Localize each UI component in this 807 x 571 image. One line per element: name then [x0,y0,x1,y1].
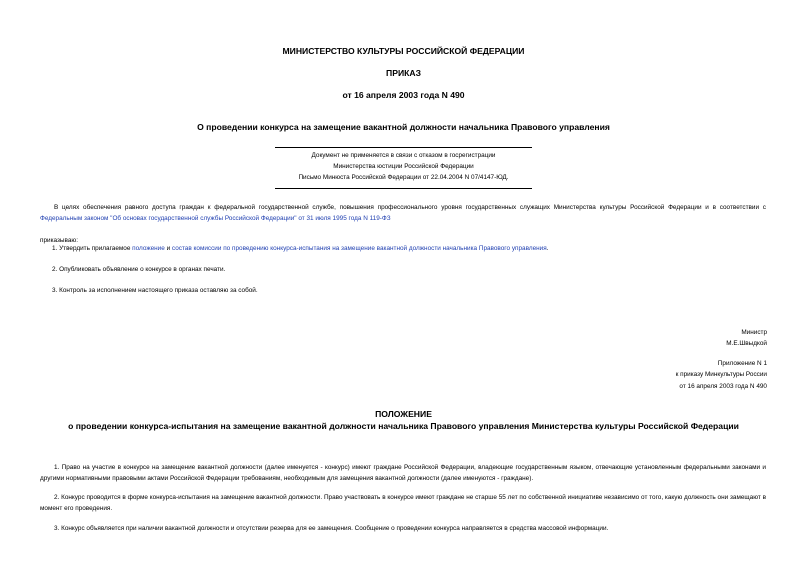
order-subject: О проведении конкурса на замещение вакантной должности начальника Правового управления [197,122,610,132]
federal-law-link[interactable]: Федеральным законом "Об основах государственной службы Российской Федерации" от 31 июля 1995 года N 119-ФЗ [40,215,391,223]
regulation-paragraph-1: 1. Право на участие в конкурсе на замещение вакантной должности (далее именуется - конкурс) имеют граждане Российской Федерации, владеющие государственным языком, отвечающие установленным федеральными законами и другими нормативными правовыми актами Российской Федерации требованиям, необходимым для замещения вакантной должности (далее именуются - граждане). [40,464,766,483]
preamble-text: В целях обеспечения равного доступа граждан к федеральной государственной службе, повышения профессионального уровня государственных служащих Министерства культуры Российской Федерации и в соответствии с [54,204,766,211]
item-1-end: . [546,245,549,252]
regulation-paragraph-3: 3. Конкурс объявляется при наличии вакантной должности и отсутствии резерва для ее замещения. Сообщение о проведении конкурса направляется в средства массовой информации. [54,525,609,532]
item-1-conjunction: и [164,245,172,252]
commission-composition-link[interactable]: состав комиссии по проведению конкурса-испытания на замещение вакантной должности начальника Правового управления [171,245,547,252]
notice-line-3: Письмо Минюста Российской Федерации от 22.04.2004 N 07/4147-ЮД. [298,174,509,181]
signature-name: М.Е.Швыдкой [726,340,767,348]
signature-title: Министр [741,329,767,336]
order-word: приказываю: [40,237,78,244]
doc-type-heading: ПРИКАЗ [386,68,421,78]
notice-top-divider [275,147,532,148]
regulation-paragraph-2: 2. Конкурс проводится в форме конкурса-испытания на замещение вакантной должности. Право участвовать в конкурсе имеют граждане не старше 55 лет по собственной инициативе независимо от того, какую должность они замещают в момент его проведения. [40,494,766,513]
signature-block [726,327,767,350]
notice-bottom-divider [275,188,532,189]
notice-line-2: Министерства юстиции Российской Федерации [333,163,474,170]
notice-line-1: Документ не применяется в связи с отказом в госрегистрации [311,152,496,159]
appendix-line-3: от 16 апреля 2003 года N 490 [679,382,767,390]
appendix-line-2: к приказу Минкультуры России [675,371,767,379]
regulation-subtitle: о проведении конкурса-испытания на замещение вакантной должности начальника Правового управления Министерства культуры Российской Федерации [68,421,739,431]
regulation-link[interactable]: положение [132,245,165,252]
ministry-heading: МИНИСТЕРСТВО КУЛЬТУРЫ РОССИЙСКОЙ ФЕДЕРАЦИИ [282,46,525,56]
appendix-line-1: Приложение N 1 [717,360,767,367]
order-item-1 [52,245,548,252]
item-1-text: 1. Утвердить прилагаемое [52,245,133,252]
regulation-title: ПОЛОЖЕНИЕ [375,409,432,419]
order-item-3: 3. Контроль за исполнением настоящего приказа оставляю за собой. [52,287,258,294]
preamble-paragraph [40,202,766,225]
order-item-2: 2. Опубликовать объявление о конкурсе в органах печати. [52,266,226,273]
order-date: от 16 апреля 2003 года N 490 [342,90,465,100]
appendix-block [676,358,767,392]
